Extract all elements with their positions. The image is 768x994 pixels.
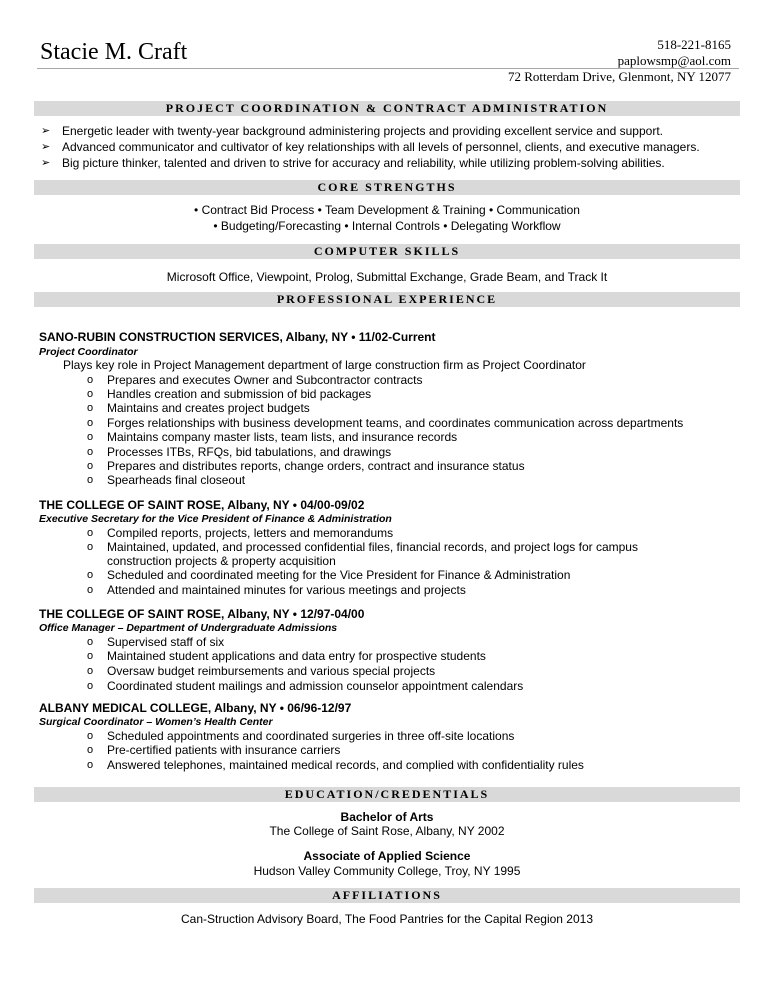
arrow-bullet-icon: ➢ [41, 125, 51, 137]
job-duty: Oversaw budget reimbursements and various special projects [107, 664, 436, 678]
job-duty: Supervised staff of six [107, 635, 225, 649]
candidate-name: Stacie M. Craft [40, 39, 188, 65]
job-role: Project Coordinator [39, 346, 138, 358]
contact-address: 72 Rotterdam Drive, Glenmont, NY 12077 [507, 69, 731, 84]
headline-bullet: Energetic leader with twenty-year background administering projects and providing excellent service and support. [62, 124, 663, 138]
degree-school: The College of Saint Rose, Albany, NY 2002 [269, 824, 505, 838]
job-duty: Scheduled and coordinated meeting for the Vice President for Finance & Administration [107, 568, 571, 582]
headline-bullet: Advanced communicator and cultivator of key relationships with all levels of personnel, clients, and executive managers. [62, 140, 700, 154]
circle-bullet-icon: o [87, 744, 94, 756]
section-bar-headline: PROJECT COORDINATION & CONTRACT ADMINISTRATION [34, 101, 740, 116]
job-duty: Pre-certified patients with insurance carriers [107, 743, 341, 757]
circle-bullet-icon: o [87, 527, 94, 539]
core-strengths-line: • Contract Bid Process • Team Development & Training • Communication [194, 203, 580, 217]
job-duty: Compiled reports, projects, letters and memorandums [107, 526, 394, 540]
circle-bullet-icon: o [87, 460, 94, 472]
circle-bullet-icon: o [87, 541, 94, 553]
degree-title: Associate of Applied Science [303, 849, 471, 863]
section-bar-affiliations: AFFILIATIONS [34, 888, 740, 903]
arrow-bullet-icon: ➢ [41, 141, 51, 153]
circle-bullet-icon: o [87, 388, 94, 400]
computer-skills-text: Microsoft Office, Viewpoint, Prolog, Submittal Exchange, Grade Beam, and Track It [166, 270, 608, 284]
job-company: SANO-RUBIN CONSTRUCTION SERVICES, Albany, NY • 11/02-Current [39, 330, 436, 344]
arrow-bullet-icon: ➢ [41, 157, 51, 169]
circle-bullet-icon: o [87, 374, 94, 386]
circle-bullet-icon: o [87, 650, 94, 662]
job-intro: Plays key role in Project Management department of large construction firm as Project Coordinator [63, 358, 586, 372]
circle-bullet-icon: o [87, 446, 94, 458]
job-role: Executive Secretary for the Vice President of Finance & Administration [39, 513, 392, 525]
job-duty: Maintains and creates project budgets [107, 401, 310, 415]
job-duty: Attended and maintained minutes for various meetings and projects [107, 583, 466, 597]
contact-email: paplowsmp@aol.com [617, 53, 731, 68]
circle-bullet-icon: o [87, 636, 94, 648]
job-duty-continuation: construction projects & property acquisition [107, 554, 336, 568]
job-duty: Handles creation and submission of bid packages [107, 387, 372, 401]
section-bar-experience: PROFESSIONAL EXPERIENCE [34, 292, 740, 307]
job-company: THE COLLEGE OF SAINT ROSE, Albany, NY • 12/97-04/00 [39, 607, 365, 621]
circle-bullet-icon: o [87, 680, 94, 692]
circle-bullet-icon: o [87, 431, 94, 443]
circle-bullet-icon: o [87, 730, 94, 742]
contact-phone: 518-221-8165 [657, 37, 731, 52]
circle-bullet-icon: o [87, 584, 94, 596]
job-duty: Maintained student applications and data entry for prospective students [107, 649, 486, 663]
degree-title: Bachelor of Arts [340, 810, 434, 824]
circle-bullet-icon: o [87, 569, 94, 581]
circle-bullet-icon: o [87, 417, 94, 429]
job-duty: Scheduled appointments and coordinated surgeries in three off-site locations [107, 729, 515, 743]
job-duty: Prepares and distributes reports, change orders, contract and insurance status [107, 459, 525, 473]
job-duty: Answered telephones, maintained medical records, and complied with confidentiality rules [107, 758, 584, 772]
job-duty: Prepares and executes Owner and Subcontractor contracts [107, 373, 423, 387]
job-duty: Spearheads final closeout [107, 473, 246, 487]
job-duty: Maintained, updated, and processed confidential files, financial records, and project logs for campus [107, 540, 638, 554]
section-bar-education: EDUCATION/CREDENTIALS [34, 787, 740, 802]
core-strengths-line: • Budgeting/Forecasting • Internal Controls • Delegating Workflow [213, 219, 561, 233]
section-bar-core-strengths: CORE STRENGTHS [34, 180, 740, 195]
job-company: THE COLLEGE OF SAINT ROSE, Albany, NY • 04/00-09/02 [39, 498, 365, 512]
section-bar-computer-skills: COMPUTER SKILLS [34, 244, 740, 259]
job-duty: Maintains company master lists, team lists, and insurance records [107, 430, 458, 444]
circle-bullet-icon: o [87, 474, 94, 486]
circle-bullet-icon: o [87, 665, 94, 677]
circle-bullet-icon: o [87, 402, 94, 414]
job-duty: Processes ITBs, RFQs, bid tabulations, and drawings [107, 445, 392, 459]
headline-bullet: Big picture thinker, talented and driven to strive for accuracy and reliability, while utilizing problem-solving abilities. [62, 156, 665, 170]
job-duty: Forges relationships with business development teams, and coordinates communication across departments [107, 416, 684, 430]
degree-school: Hudson Valley Community College, Troy, NY 1995 [253, 864, 521, 878]
job-company: ALBANY MEDICAL COLLEGE, Albany, NY • 06/96-12/97 [39, 701, 352, 715]
affiliations-text: Can-Struction Advisory Board, The Food Pantries for the Capital Region 2013 [180, 912, 593, 926]
job-role: Office Manager – Department of Undergraduate Admissions [39, 622, 338, 634]
circle-bullet-icon: o [87, 759, 94, 771]
job-duty: Coordinated student mailings and admission counselor appointment calendars [107, 679, 524, 693]
job-role: Surgical Coordinator – Women’s Health Center [39, 716, 273, 728]
